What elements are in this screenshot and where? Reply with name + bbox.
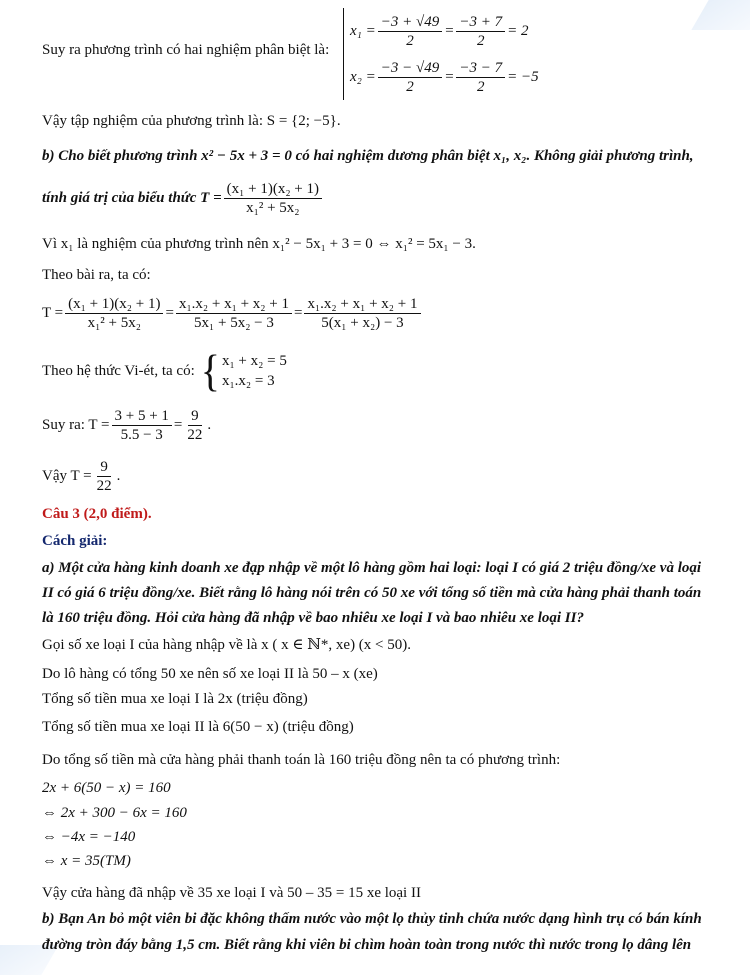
step-3: Tổng số tiền mua xe loại I là 2x (triệu đồng) bbox=[42, 691, 308, 707]
roots-intro: Suy ra phương trình có hai nghiệm phân biệt là: bbox=[42, 42, 330, 58]
theo-bai-ra: Theo bài ra, ta có: bbox=[42, 267, 151, 283]
part-a-q2: II có giá 6 triệu đồng/xe. Biết rằng lô hàng nói trên có 50 xe với tổng số tiền mà cửa hàng phải thanh toán bbox=[42, 585, 702, 601]
step-2: Do lô hàng có tổng 50 xe nên số xe loại II là 50 – x (xe) bbox=[42, 666, 378, 682]
root-x1: x₁ = $\frac{-3 + √49}{2}$ = $\frac{-3 + 7}{2}$ = 2 bbox=[350, 13, 529, 49]
part-a-q1: a) Một cửa hàng kinh doanh xe đạp nhập về một lô hàng gồm hai loại: loại I có giá 2 triệu đồng/xe và loại bbox=[42, 560, 702, 576]
t-value-final: Vậy T = $\frac{9}{22}$ . bbox=[42, 458, 121, 494]
cach-giai-heading: Cách giải: bbox=[42, 533, 108, 549]
step-5: Do tổng số tiền mà cửa hàng phải thanh toán là 160 triệu đồng nên ta có phương trình: bbox=[42, 752, 561, 768]
eq-2: ⇔ 2x + 300 − 6x = 160 bbox=[42, 805, 187, 821]
step-4: Tổng số tiền mua xe loại II là 6(50 − x) (triệu đồng) bbox=[42, 719, 354, 735]
part-a-q3: là 160 triệu đồng. Hỏi cửa hàng đã nhập về bao nhiêu xe loại I và bao nhiêu xe loại II? bbox=[42, 610, 584, 626]
viet-line: Theo hệ thức Vi-ét, ta có: { x₁ + x₂ = 5 x₁.x₂ = 3 bbox=[42, 345, 287, 396]
viet-product: x₁.x₂ = 3 bbox=[221, 373, 275, 389]
solution-set: Vậy tập nghiệm của phương trình là: S = {2; −5}. bbox=[42, 113, 341, 129]
part-b-cylinder-q2: đường tròn đáy bằng 1,5 cm. Biết rằng khi viên bi chìm hoàn toàn trong nước thì nước trong lọ dâng lên bbox=[42, 937, 692, 953]
eq-3: ⇔ −4x = −140 bbox=[42, 829, 136, 845]
cau3-heading: Câu 3 (2,0 điểm). bbox=[42, 506, 152, 522]
x1-relation: Vì x₁ là nghiệm của phương trình nên x₁² − 5x₁ + 3 = 0 ⇔ x₁² = 5x₁ − 3. bbox=[42, 236, 476, 252]
conclusion: Vậy cửa hàng đã nhập về 35 xe loại I và 50 – 35 = 15 xe loại II bbox=[42, 885, 421, 901]
step-1: Gọi số xe loại I của hàng nhập về là x ( x ∈ ℕ*, xe) (x < 50). bbox=[42, 637, 412, 653]
watermark-top-right bbox=[691, 0, 750, 30]
part-b-cylinder-q1: b) Bạn An bỏ một viên bi đặc không thấm nước vào một lọ thủy tinh chứa nước dạng hình trụ có bán kính bbox=[42, 911, 702, 927]
root-x2: x₂ = $\frac{-3 - √49}{2}$ = $\frac{-3 - 7}{2}$ = −5 bbox=[350, 59, 539, 95]
viet-sum: x₁ + x₂ = 5 bbox=[221, 353, 287, 369]
eq-1: 2x + 6(50 − x) = 160 bbox=[42, 780, 171, 796]
t-expansion: T = $\frac{\text{(x₁ + 1)(x₂ + 1)}}{\text{x₁² + 5x₂}}$ = $\frac{\text{x₁.x₂ + x₁ + x₂ + 1}}{\text{5x₁ + 5x₂ − 3}}$ = $\frac{\text{x₁.x₂ + x₁ + x₂ + 1}}{\text{5(x₁ + x₂) − 3}}$ bbox=[42, 290, 423, 336]
eq-4: ⇔ x = 35(TM) bbox=[42, 853, 131, 869]
part-b-question-2: tính giá trị của biểu thức T = $\frac{\text{(x₁ + 1)(x₂ + 1)}}{\text{x₁² + 5x₂}}$ bbox=[42, 176, 324, 220]
t-value-calc: Suy ra: T = $\frac{3 + 5 + 1}{5.5 - 3}$ = $\frac{9}{22}$ . bbox=[42, 407, 212, 443]
part-b-question-1: b) Cho biết phương trình x² − 5x + 3 = 0 có hai nghiệm dương phân biệt x₁, x₂. Không giải phương trình, bbox=[42, 148, 694, 164]
roots-system bbox=[343, 8, 539, 100]
